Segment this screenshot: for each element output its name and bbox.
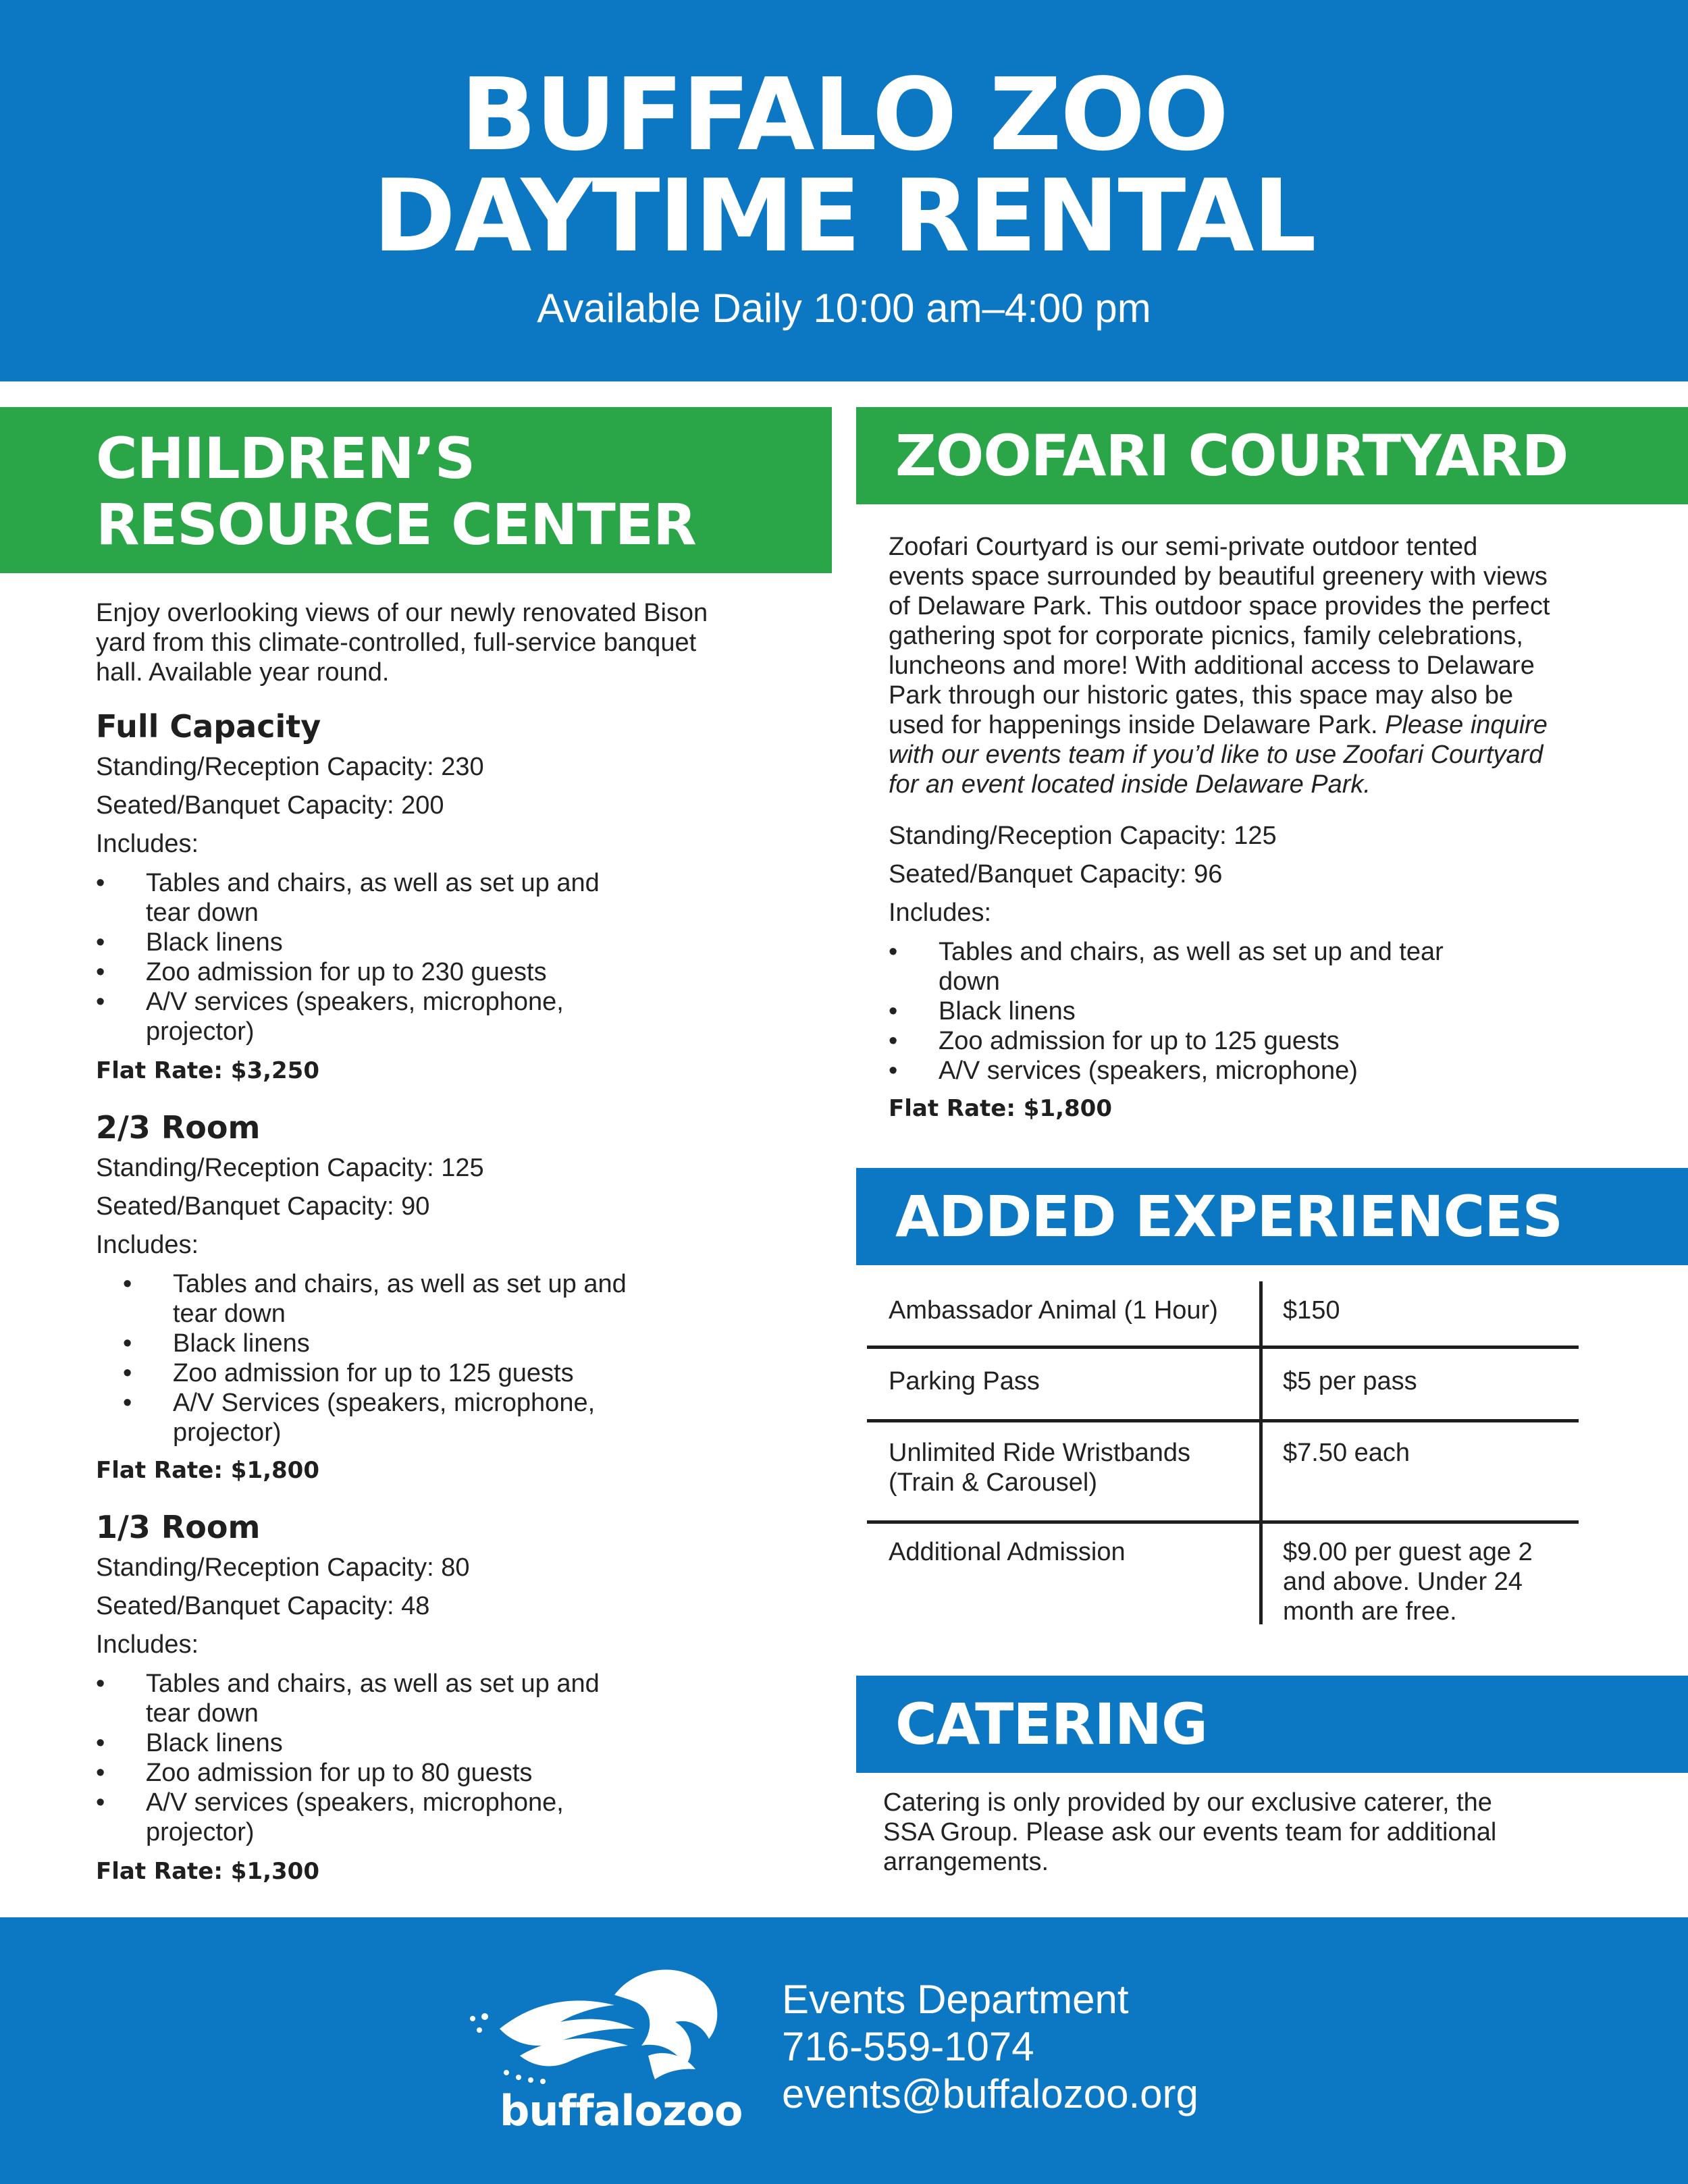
catering-description (883, 1788, 1660, 1877)
header-banner (0, 0, 1688, 381)
list-item: • Black linens (96, 928, 771, 957)
experience-item: Additional Admission (889, 1538, 1126, 1566)
two-thirds-seated: Seated/Banquet Capacity: 90 (96, 1192, 430, 1221)
desc-line: events space surrounded by beautiful greenery with views (889, 562, 1548, 591)
page-title-line2: DAYTIME RENTAL (373, 158, 1315, 274)
catering-line: SSA Group. Please ask our events team for additional (883, 1818, 1497, 1846)
zoofari-heading: ZOOFARI COURTYARD (895, 423, 1568, 489)
desc-line: Park through our historic gates, this space may also be (889, 681, 1514, 710)
animal-waves-logo-icon (459, 1954, 729, 2103)
desc-italic-text: Please inquire (1385, 711, 1548, 739)
table-row-divider (867, 1346, 1579, 1349)
logo-wordmark: buffalozoo (500, 2086, 743, 2135)
zoofari-includes: Includes: (889, 899, 992, 927)
experience-price: $9.00 per guest age 2 and above. Under 24 month are free. (1283, 1538, 1533, 1626)
one-third-seated: Seated/Banquet Capacity: 48 (96, 1592, 430, 1620)
desc-italic-line: with our events team if you’d like to use Zoofari Courtyard (889, 741, 1544, 769)
experience-item: Ambassador Animal (1 Hour) (889, 1296, 1218, 1325)
experience-price: $150 (1283, 1296, 1340, 1325)
full-capacity-standing: Standing/Reception Capacity: 230 (96, 753, 484, 781)
desc-italic-line: for an event located inside Delaware Park. (889, 770, 1371, 799)
list-item: • Tables and chairs, as well as set up and tear down (123, 1269, 798, 1329)
experience-item: Parking Pass (889, 1367, 1040, 1395)
full-capacity-includes: Includes: (96, 830, 199, 858)
intro-line: Enjoy overlooking views of our newly renovated Bison (96, 599, 708, 627)
added-experiences-heading-band (856, 1168, 1688, 1265)
intro-line: hall. Available year round. (96, 658, 390, 687)
zoofari-rate: Flat Rate: $1,800 (889, 1095, 1112, 1122)
desc-line: Zoofari Courtyard is our semi-private outdoor tented (889, 533, 1478, 561)
two-thirds-includes: Includes: (96, 1231, 199, 1259)
desc-text: used for happenings inside Delaware Park. (889, 711, 1386, 739)
one-third-includes-list (96, 1669, 771, 1847)
one-third-rate: Flat Rate: $1,300 (96, 1858, 319, 1885)
table-row-divider (867, 1520, 1579, 1524)
list-item: • A/V services (speakers, microphone) (889, 1056, 1598, 1086)
list-item: • Zoo admission for up to 125 guests (123, 1358, 798, 1388)
list-item: • Black linens (889, 996, 1598, 1026)
desc-line: gathering spot for corporate picnics, family celebrations, (889, 622, 1523, 650)
added-experiences-heading: ADDED EXPERIENCES (895, 1183, 1563, 1250)
footer-banner (0, 1917, 1688, 2184)
two-thirds-rate: Flat Rate: $1,800 (96, 1457, 319, 1484)
list-item: • A/V Services (speakers, microphone, projector) (123, 1388, 798, 1447)
two-thirds-includes-list (123, 1269, 798, 1447)
desc-line: luncheons and more! With additional access to Delaware (889, 651, 1535, 680)
catering-heading: CATERING (895, 1691, 1207, 1757)
list-item: • A/V services (speakers, microphone, projector) (96, 987, 771, 1046)
two-thirds-room-title: 2/3 Room (96, 1109, 261, 1146)
email-address[interactable]: events@buffalozoo.org (782, 2071, 1198, 2116)
list-item: • Black linens (96, 1728, 771, 1758)
catering-line: arrangements. (883, 1848, 1049, 1876)
availability-subtitle: Available Daily 10:00 am–4:00 pm (537, 286, 1151, 331)
list-item: • Zoo admission for up to 230 guests (96, 957, 771, 987)
list-item: • Tables and chairs, as well as set up and tear down (889, 937, 1598, 996)
experience-item: Unlimited Ride Wristbands (Train & Carousel) (889, 1439, 1191, 1497)
zoofari-seated: Seated/Banquet Capacity: 96 (889, 860, 1223, 888)
buffalo-zoo-logo (459, 1954, 729, 2103)
zoofari-includes-list (889, 937, 1598, 1086)
childrens-center-heading-band (0, 407, 832, 573)
childrens-center-heading-line2: RESOURCE CENTER (96, 491, 696, 558)
intro-line: yard from this climate-controlled, full-service banquet (96, 629, 697, 657)
full-capacity-includes-list (96, 868, 771, 1046)
desc-line (889, 710, 1665, 740)
full-capacity-title: Full Capacity (96, 708, 321, 745)
zoofari-description (889, 532, 1665, 799)
desc-line: of Delaware Park. This outdoor space provides the perfect (889, 592, 1550, 620)
childrens-center-heading-line1: CHILDREN’S (96, 425, 475, 491)
one-third-includes: Includes: (96, 1630, 199, 1659)
events-department-label: Events Department (782, 1977, 1129, 2022)
list-item: • Zoo admission for up to 125 guests (889, 1026, 1598, 1056)
childrens-center-intro (96, 598, 825, 687)
list-item: • Black linens (123, 1329, 798, 1358)
catering-heading-band (856, 1676, 1688, 1773)
one-third-room-title: 1/3 Room (96, 1509, 261, 1545)
list-item: • Tables and chairs, as well as set up and tear down (96, 1669, 771, 1728)
list-item: • Tables and chairs, as well as set up and tear down (96, 868, 771, 928)
catering-line: Catering is only provided by our exclusive caterer, the (883, 1788, 1492, 1817)
phone-number[interactable]: 716-559-1074 (782, 2024, 1034, 2069)
page-title-line1: BUFFALO ZOO (460, 57, 1228, 173)
list-item: • Zoo admission for up to 80 guests (96, 1758, 771, 1788)
experience-price: $7.50 each (1283, 1439, 1410, 1467)
one-third-standing: Standing/Reception Capacity: 80 (96, 1553, 470, 1582)
full-capacity-rate: Flat Rate: $3,250 (96, 1057, 319, 1084)
zoofari-standing: Standing/Reception Capacity: 125 (889, 822, 1277, 850)
table-row-divider (867, 1419, 1579, 1422)
two-thirds-standing: Standing/Reception Capacity: 125 (96, 1154, 484, 1182)
list-item: • A/V services (speakers, microphone, projector) (96, 1788, 771, 1847)
full-capacity-seated: Seated/Banquet Capacity: 200 (96, 791, 444, 820)
zoofari-heading-band (856, 407, 1688, 504)
experience-price: $5 per pass (1283, 1367, 1417, 1395)
